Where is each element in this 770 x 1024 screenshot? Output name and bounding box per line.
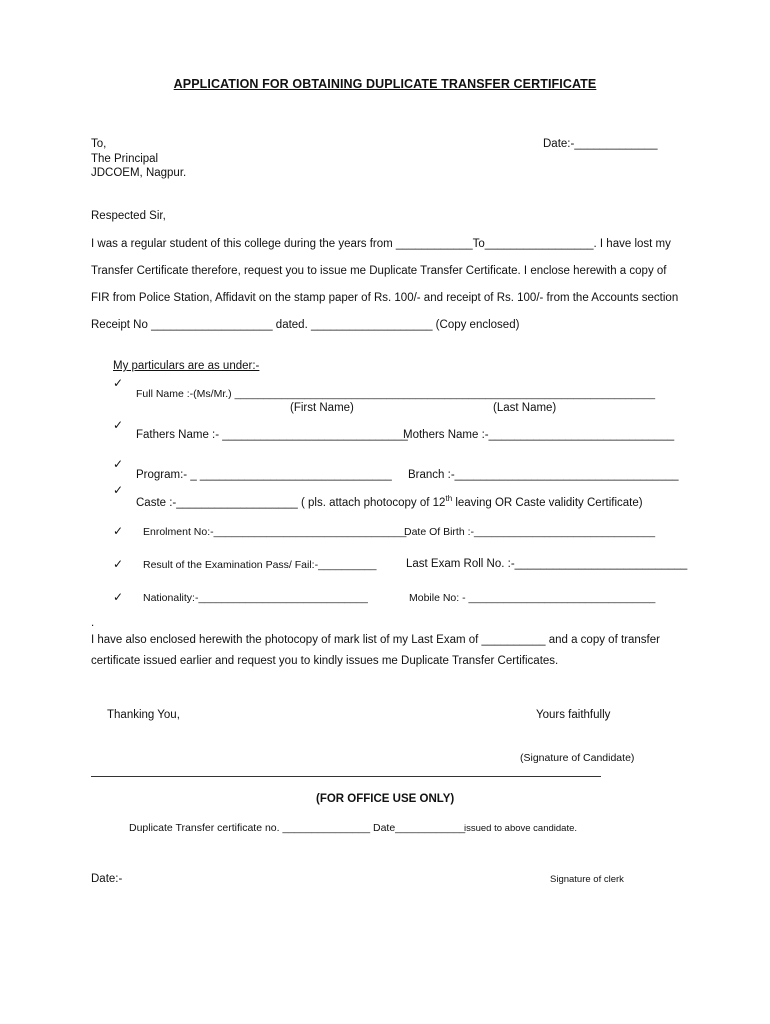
fathers-name-field: Fathers Name :- _____________________________	[136, 429, 408, 441]
full-name-field: Full Name :-(Ms/Mr.) ________________________________________________________________________	[136, 388, 656, 400]
closing-line-2: certificate issued earlier and request you to kindly issues me Duplicate Transfer Certificates.	[91, 655, 559, 667]
last-exam-roll-field: Last Exam Roll No. :-___________________________	[406, 558, 688, 570]
last-name-caption: (Last Name)	[493, 402, 557, 414]
page-title: APPLICATION FOR OBTAINING DUPLICATE TRANSFER CERTIFICATE	[173, 77, 597, 91]
result-field: Result of the Examination Pass/ Fail:-__________	[143, 559, 377, 571]
salutation: Respected Sir,	[91, 210, 166, 222]
office-use-heading: (FOR OFFICE USE ONLY)	[316, 793, 455, 805]
caste-field: Caste :-___________________ ( pls. attach photocopy of 12th leaving OR Caste validity Certificate)	[136, 494, 643, 509]
divider-line	[91, 776, 601, 777]
signature-candidate: (Signature of Candidate)	[520, 752, 635, 764]
address-to: To,	[91, 138, 107, 150]
closing-line-1: I have also enclosed herewith the photocopy of mark list of my Last Exam of __________ and a copy of transfer	[91, 634, 660, 646]
mobile-field: Mobile No: - ________________________________	[409, 592, 656, 604]
check-icon: ✓	[113, 457, 124, 471]
office-date-label: Date:-	[91, 873, 123, 885]
office-issued-text: issued to above candidate.	[464, 823, 578, 834]
check-icon: ✓	[113, 557, 124, 571]
check-icon: ✓	[113, 376, 124, 390]
date-field: Date:-_____________	[543, 138, 658, 150]
yours-faithfully: Yours faithfully	[536, 709, 611, 721]
office-certificate-line: Duplicate Transfer certificate no. _______________ Date____________	[129, 822, 466, 834]
particulars-heading: My particulars are as under:-	[113, 360, 260, 372]
first-name-caption: (First Name)	[290, 402, 354, 414]
branch-field: Branch :-___________________________________	[408, 469, 679, 481]
address-line-college: JDCOEM, Nagpur.	[91, 167, 187, 179]
body-line-4: Receipt No ___________________ dated. ___________________ (Copy enclosed)	[91, 319, 520, 331]
body-line-2: Transfer Certificate therefore, request you to issue me Duplicate Transfer Certificate. I enclose herewith a copy of	[91, 265, 667, 277]
enrolment-field: Enrolment No:-_________________________________	[143, 526, 407, 538]
nationality-field: Nationality:-_____________________________	[143, 592, 368, 604]
check-icon: ✓	[113, 418, 124, 432]
stray-dot: .	[91, 617, 95, 629]
program-field: Program:- _ ______________________________	[136, 469, 392, 481]
body-line-1: I was a regular student of this college during the years from ____________To_________________. I have lost my	[91, 238, 671, 250]
clerk-signature: Signature of clerk	[550, 874, 624, 885]
check-icon: ✓	[113, 590, 124, 604]
address-line-principal: The Principal	[91, 153, 159, 165]
mothers-name-field: Mothers Name :-_____________________________	[403, 429, 675, 441]
body-line-3: FIR from Police Station, Affidavit on the stamp paper of Rs. 100/- and receipt of Rs. 100/- from the Accounts section	[91, 292, 679, 304]
dob-field: Date Of Birth :-_______________________________	[404, 526, 656, 538]
check-icon: ✓	[113, 483, 124, 497]
check-icon: ✓	[113, 524, 124, 538]
thanking-text: Thanking You,	[107, 709, 180, 721]
